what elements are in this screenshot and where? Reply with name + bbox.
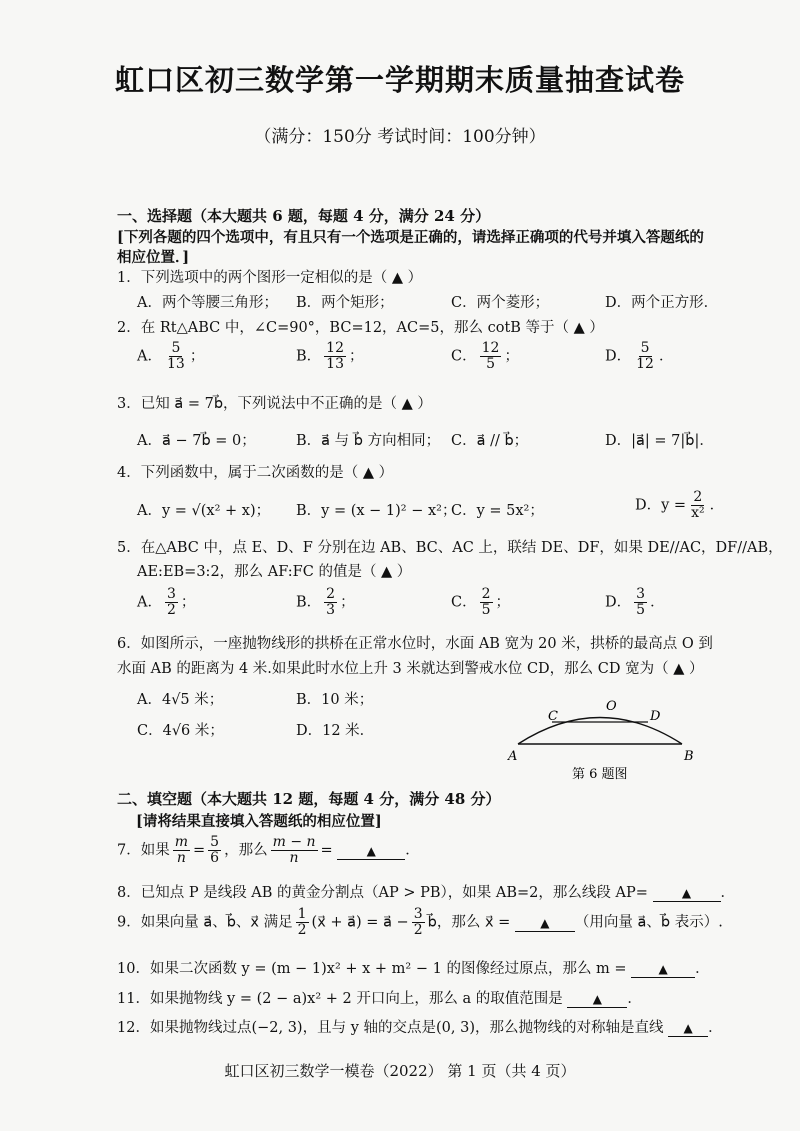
q6-option-c: C．4√6 米； [137, 723, 224, 739]
q6-stem: 6．如图所示，一座抛物线形的拱桥在正常水位时，水面 AB 宽为 20 米，拱桥的最高点 O 到 [117, 636, 713, 652]
q5-stem-cont: AE:EB=3:2，那么 AF:FC 的值是（ ▲ ） [137, 564, 412, 580]
q9-answer-blank[interactable]: ▲ [515, 915, 575, 932]
figure-caption: 第 6 题图 [572, 767, 628, 782]
q7: 7．如果 $\frac{m}{n}$ = $\frac{5}{6}$ ，那么 $\frac{m - n}{n}$ = ▲ ． [117, 834, 420, 866]
point-d-label: D [650, 709, 661, 724]
q3-option-a: A．a⃗ − 7b⃗ = 0； [137, 433, 256, 449]
page-title: 虹口区初三数学第一学期期末质量抽查试卷 [114, 63, 685, 97]
q9: 9．如果向量 a⃗、b⃗、x⃗ 满足 $\frac{1}{2}$ (x⃗ + a⃗) = a⃗ − $\frac{3}{2}$ b⃗，那么 x⃗ = ▲ （用向量 a⃗、b⃗ 表示）. [117, 906, 723, 938]
q5-option-c: C． $\frac{2}{5}$ ； [451, 586, 511, 618]
q2-option-c: C． $\frac{12}{5}$ ； [451, 340, 519, 372]
q12: 12．如果抛物线过点(−2, 3)，且与 y 轴的交点是(0, 3)，那么抛物线的对称轴是直线 ▲ ． [117, 1020, 723, 1036]
q4-stem: 4．下列函数中，属于二次函数的是（ ▲ ） [117, 465, 394, 481]
q5-stem: 5．在△ABC 中，点 E、D、F 分别在边 AB、BC、AC 上，联结 DE、DF，如果 DE//AC，DF//AB， [117, 540, 783, 556]
q6-option-b: B．10 米； [296, 692, 374, 708]
q10: 10．如果二次函数 y = (m − 1)x² + x + m² − 1 的图像经过原点，那么 m = ▲ ． [117, 961, 710, 977]
point-a-label: A [508, 749, 518, 764]
q12-answer-blank[interactable]: ▲ [668, 1020, 708, 1037]
q1-option-b: B．两个矩形； [296, 295, 394, 311]
q4-option-c: C．y = 5x²； [451, 503, 544, 519]
q1-option-c: C．两个菱形； [451, 295, 550, 311]
section2-heading: 二、填空题（本大题共 12 题，每题 4 分，满分 48 分） [117, 790, 501, 808]
q4-option-a: A．y = √(x² + x)； [137, 503, 271, 519]
point-o-label: O [606, 699, 617, 714]
page-footer: 虹口区初三数学一模卷（2022） 第 1 页（共 4 页） [224, 1062, 576, 1080]
q11-answer-blank[interactable]: ▲ [567, 991, 627, 1008]
q2-option-a: A． $\frac{5}{13}$ ； [137, 340, 205, 372]
q11: 11．如果抛物线 y = (2 − a)x² + 2 开口向上，那么 a 的取值范围是 ▲ ． [117, 991, 642, 1007]
q6-stem-cont: 水面 AB 的距离为 4 米.如果此时水位上升 3 米就达到警戒水位 CD，那么 CD 宽为（ ▲ ） [117, 661, 704, 677]
q1-stem: 1．下列选项中的两个图形一定相似的是（ ▲ ） [117, 270, 423, 286]
q2-option-b: B． $\frac{12}{13}$ ； [296, 340, 364, 372]
q10-answer-blank[interactable]: ▲ [631, 961, 695, 978]
section1-heading: 一、选择题（本大题共 6 题，每题 4 分，满分 24 分） [117, 207, 491, 225]
q4-option-d: D．y = $\frac{2}{\text{x²}}$ ． [635, 489, 725, 521]
q5-option-d: D． $\frac{3}{5}$ ． [605, 586, 665, 618]
q3-stem: 3．已知 a⃗ = 7b⃗，下列说法中不正确的是（ ▲ ） [117, 396, 432, 412]
q2-option-d: D． $\frac{5}{12}$ ． [605, 340, 674, 372]
point-b-label: B [684, 749, 694, 764]
q4-option-b: B．y = (x − 1)² − x²； [296, 503, 457, 519]
q1-option-a: A．两个等腰三角形； [137, 295, 278, 311]
q6-option-d: D．12 米． [296, 723, 375, 739]
q8: 8．已知点 P 是线段 AB 的黄金分割点（AP > PB），如果 AB=2，那么线段 AP= ▲ ． [117, 885, 736, 901]
section2-instruction: [请将结果直接填入答题纸的相应位置] [136, 813, 382, 830]
q1-option-d: D．两个正方形． [605, 295, 719, 311]
q8-answer-blank[interactable]: ▲ [653, 885, 721, 902]
q3-option-b: B．a⃗ 与 b⃗ 方向相同； [296, 433, 441, 449]
point-c-label: C [548, 709, 558, 724]
q3-option-d: D．|a⃗| = 7|b⃗|． [605, 433, 714, 449]
q5-option-a: A． $\frac{3}{2}$ ； [137, 586, 196, 618]
exam-info: （满分：150分 考试时间：100分钟） [254, 127, 546, 147]
q2-stem: 2．在 Rt△ABC 中，∠C=90°，BC=12，AC=5，那么 cotB 等于（ ▲ ） [117, 320, 604, 336]
q3-option-c: C．a⃗ // b⃗； [451, 433, 529, 449]
arch-bridge-figure [500, 692, 710, 784]
q5-option-b: B． $\frac{2}{3}$ ； [296, 586, 355, 618]
section1-instruction: [下列各题的四个选项中，有且只有一个选项是正确的，请选择正确项的代号并填入答题纸的 [117, 229, 704, 246]
section1-instruction-cont: 相应位置．] [117, 249, 190, 266]
q7-answer-blank[interactable]: ▲ [337, 843, 405, 860]
q6-option-a: A．4√5 米； [137, 692, 224, 708]
